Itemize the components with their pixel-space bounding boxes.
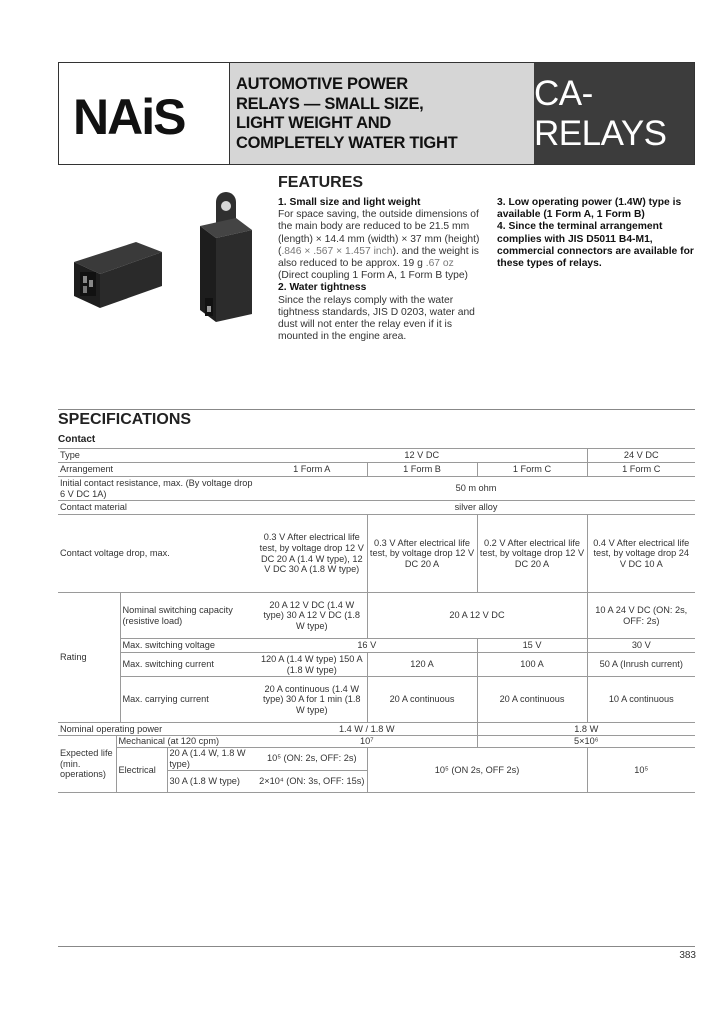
row-label-resistance: Initial contact resistance, max. (By voltage drop 6 V DC 1A) [58,477,257,501]
svg-text:NAiS: NAiS [73,88,185,144]
table-row-mechanical-life [58,736,695,748]
row-label-nominal-capacity: Nominal switching capacity (resistive load) [120,593,257,639]
mechanical-life-cell: 10⁷ [257,736,477,748]
nais-logo-mark [69,84,219,144]
page-number: 383 [679,950,696,961]
electrical-label-group [116,748,257,793]
feature-4: 4. Since the terminal arrangement complies with JIS D5011 B4-M1, commercial connectors are available for these types of relays. [497,221,694,270]
nominal-power-cell: 1.8 W [477,723,695,736]
electrical-life-30a: 2×10⁴ (ON: 3s, OFF: 15s) [257,770,367,793]
row-label-expected-life: Expected life (min. operations) [58,736,116,793]
voltage-drop-cell: 0.3 V After electrical life test, by voltage drop 12 V DC 20 A [367,515,477,593]
header-title-line-2: RELAYS — SMALL SIZE, [236,94,424,113]
max-voltage-cell: 15 V [477,639,587,653]
voltage-drop-cell: 0.3 V After electrical life test, by voltage drop 12 V DC 20 A (1.4 W type), 12 V DC 30 A (1.8 W type) [257,515,367,593]
nominal-power-cell: 1.4 W / 1.8 W [257,723,477,736]
electrical-20a-label: 20 A (1.4 W, 1.8 W type) [168,748,258,771]
type-24v: 24 V DC [587,449,695,463]
contact-subheading: Contact [58,434,96,445]
feature-1-heading: 1. Small size and light weight [278,197,421,208]
arrangement-cell: 1 Form C [477,463,587,477]
voltage-drop-cell: 0.4 V After electrical life test, by voltage drop 24 V DC 10 A [587,515,695,593]
max-carrying-cell: 20 A continuous (1.4 W type) 30 A for 1 min (1.8 W type) [257,677,367,723]
table-row-nominal-capacity [58,593,695,639]
feature-3: 3. Low operating power (1.4W) type is available (1 Form A, 1 Form B) [497,197,682,221]
feature-1-text: For space saving, the outside dimensions of the main body are reduced to be 21.5 mm (length) × 14.4 mm (width) × 37 mm (height) ( [278,209,480,257]
table-row-material [58,501,695,515]
row-label-nominal-power: Nominal operating power [58,723,257,736]
table-row-electrical-life-1 [58,748,695,771]
table-row-max-voltage [58,639,695,653]
feature-1-body [278,209,482,282]
max-voltage-cell: 16 V [257,639,477,653]
electrical-life-20a: 10⁵ (ON: 2s, OFF: 2s) [257,748,367,771]
feature-2-heading: 2. Water tightness [278,282,367,294]
feature-1-dimensions-inch: .846 × .567 × 1.457 inch [281,245,393,257]
row-label-material: Contact material [58,501,257,515]
row-label-max-carrying: Max. carrying current [120,677,257,723]
row-label-electrical: Electrical [117,748,168,792]
max-current-cell: 120 A [367,653,477,677]
features-heading: FEATURES [278,174,364,191]
header-title [230,63,534,164]
max-carrying-cell: 20 A continuous [477,677,587,723]
table-row-max-current [58,653,695,677]
max-carrying-cell: 20 A continuous [367,677,477,723]
table-row-max-carrying [58,677,695,723]
row-label-mechanical: Mechanical (at 120 cpm) [116,736,257,748]
table-row-voltage-drop [58,515,695,593]
row-label-max-current: Max. switching current [120,653,257,677]
row-label-max-voltage: Max. switching voltage [120,639,257,653]
electrical-30a-label: 30 A (1.8 W type) [169,775,240,786]
mechanical-life-cell: 5×10⁶ [477,736,695,748]
relay-image-left [74,242,162,308]
relay-image-right [200,192,252,322]
header-title-line-3: LIGHT WEIGHT AND [236,114,391,132]
electrical-life-12v: 10⁵ (ON 2s, OFF 2s) [367,748,587,793]
row-label-arrangement: Arrangement [58,463,257,477]
feature-2-body: Since the relays comply with the water tightness standards, JIS D 0203, water and dust will not enter the relay even if it is mounted in the engine area. [278,294,475,343]
footer-divider [58,946,695,947]
arrangement-cell: 1 Form A [257,463,367,477]
table-row-nominal-power [58,723,695,736]
nominal-capacity-cell: 20 A 12 V DC (1.4 W type) 30 A 12 V DC (1.8 W type) [257,593,367,639]
max-current-cell: 120 A (1.4 W type) 150 A (1.8 W type) [257,653,367,677]
specifications-table [58,448,695,793]
feature-1-text-3: (Direct coupling 1 Form A, 1 Form B type) [278,270,468,282]
max-current-cell: 100 A [477,653,587,677]
type-12v: 12 V DC [257,449,587,463]
table-row-arrangement [58,463,695,477]
arrangement-cell: 1 Form B [367,463,477,477]
electrical-life-24v: 10⁵ [587,748,695,793]
page-header [58,62,695,165]
row-label-type: Type [58,449,257,463]
resistance-value: 50 m ohm [257,477,695,501]
feature-1-weight-oz: .67 oz [425,258,454,270]
features-column-left [278,197,482,343]
max-voltage-cell: 30 V [587,639,695,653]
feature-1-text-2: ). and the weight is also reduced to be approx. 19 g [278,245,479,270]
table-row-type [58,449,695,463]
voltage-drop-cell: 0.2 V After electrical life test, by voltage drop 12 V DC 20 A [477,515,587,593]
relay-product-photo [66,190,266,330]
row-label-voltage-drop: Contact voltage drop, max. [58,515,257,593]
arrangement-cell: 1 Form C [587,463,695,477]
header-title-line-1: AUTOMOTIVE POWER [236,75,408,93]
material-value: silver alloy [257,501,695,515]
nominal-capacity-cell: 20 A 12 V DC [367,593,587,639]
product-name: CA-RELAYS [534,63,694,164]
header-title-line-4: COMPLETELY WATER TIGHT [236,133,458,152]
max-carrying-cell: 10 A continuous [587,677,695,723]
nais-logo [59,63,230,164]
table-row-resistance [58,477,695,501]
nominal-capacity-cell: 10 A 24 V DC (ON: 2s, OFF: 2s) [587,593,695,639]
row-label-rating: Rating [58,593,120,723]
max-current-cell: 50 A (Inrush current) [587,653,695,677]
specifications-heading: SPECIFICATIONS [58,411,192,428]
section-divider [58,409,695,410]
features-column-right [497,197,697,270]
